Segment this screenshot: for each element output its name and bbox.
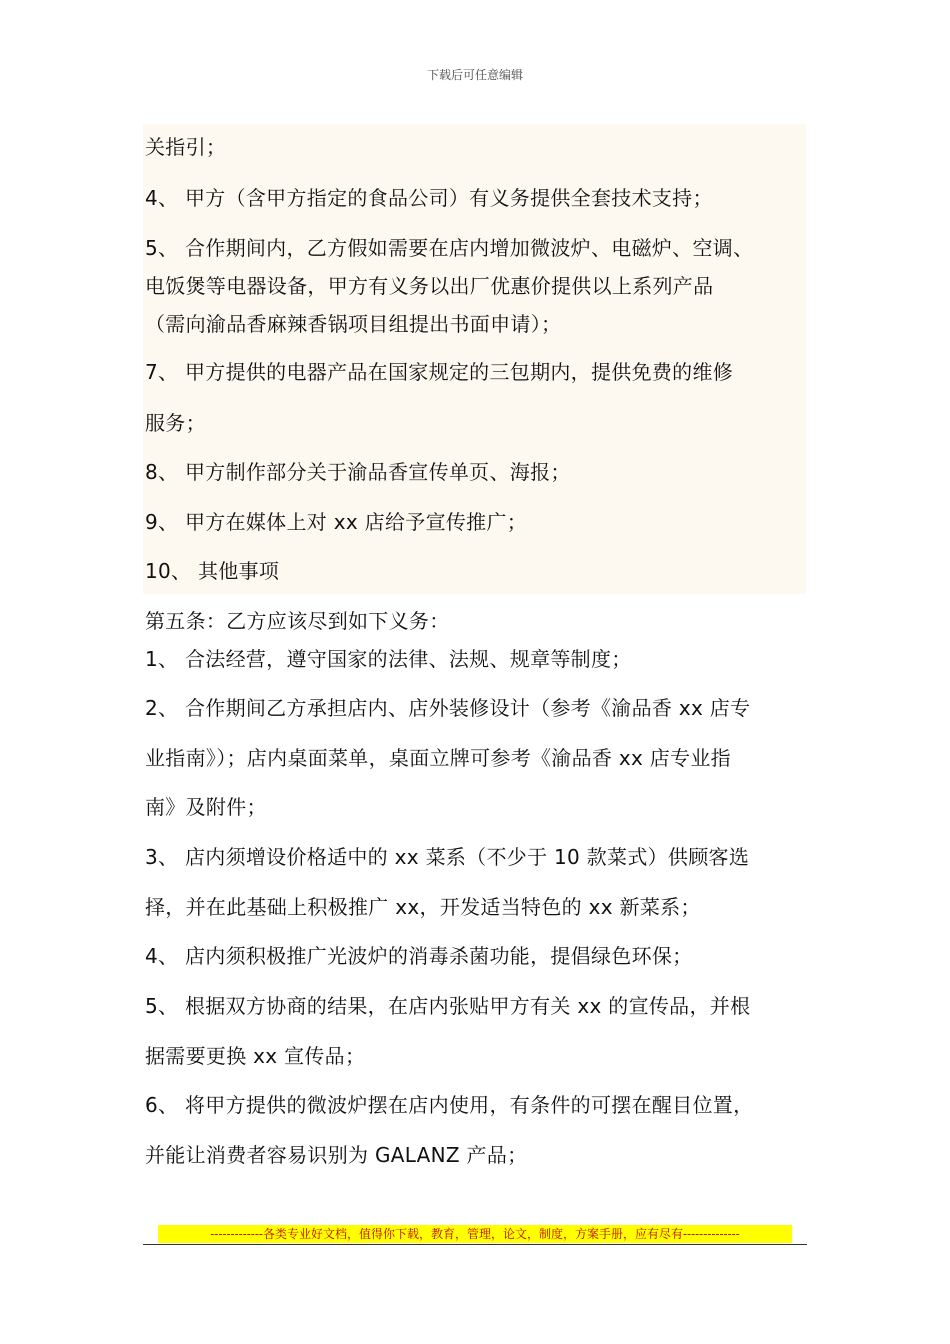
body-line: 9、 甲方在媒体上对 xx 店给予宣传推广；: [145, 510, 528, 534]
body-line: 10、 其他事项: [145, 559, 280, 583]
body-line: 1、 合法经营，遵守国家的法律、法规、规章等制度；: [145, 647, 632, 671]
body-line: 并能让消费者容易识别为 GALANZ 产品；: [145, 1143, 528, 1167]
body-line: 电饭煲等电器设备，甲方有义务以出厂优惠价提供以上系列产品: [145, 274, 714, 298]
body-line: 4、 甲方（含甲方指定的食品公司）有义务提供全套技术支持；: [145, 186, 713, 210]
page-header: 下载后可任意编辑: [426, 68, 523, 82]
body-line: 5、 根据双方协商的结果，在店内张贴甲方有关 xx 的宣传品，并根: [145, 994, 751, 1018]
body-line: 服务；: [145, 411, 206, 435]
body-line: 业指南》）；店内桌面菜单，桌面立牌可参考《渝品香 xx 店专业指: [145, 746, 731, 770]
footer-banner: -------------各类专业好文档，值得你下载，教育，管理，论文，制度，方案手册，应有尽有--------------: [158, 1225, 792, 1243]
body-line: 3、 店内须增设价格适中的 xx 菜系（不少于 10 款菜式）供顾客选: [145, 845, 750, 869]
body-line: 南》及附件；: [145, 795, 267, 819]
footer-rule: [143, 1244, 807, 1245]
body-line: 择，并在此基础上积极推广 xx，开发适当特色的 xx 新菜系；: [145, 895, 701, 919]
body-line: 7、 甲方提供的电器产品在国家规定的三包期内，提供免费的维修: [145, 360, 734, 384]
body-line: 据需要更换 xx 宣传品；: [145, 1044, 366, 1068]
body-line: 关指引；: [145, 135, 227, 159]
body-line: 5、 合作期间内，乙方假如需要在店内增加微波炉、电磁炉、空调、: [145, 236, 754, 260]
body-line: 6、 将甲方提供的微波炉摆在店内使用，有条件的可摆在醒目位置，: [145, 1093, 754, 1117]
body-line: （需向渝品香麻辣香锅项目组提出书面申请）；: [145, 312, 562, 336]
body-line: 8、 甲方制作部分关于渝品香宣传单页、海报；: [145, 460, 571, 484]
body-line: 4、 店内须积极推广光波炉的消毒杀菌功能，提倡绿色环保；: [145, 944, 693, 968]
body-line: 2、 合作期间乙方承担店内、店外装修设计（参考《渝品香 xx 店专: [145, 696, 751, 720]
article-heading: 第五条：乙方应该尽到如下义务：: [145, 609, 450, 633]
